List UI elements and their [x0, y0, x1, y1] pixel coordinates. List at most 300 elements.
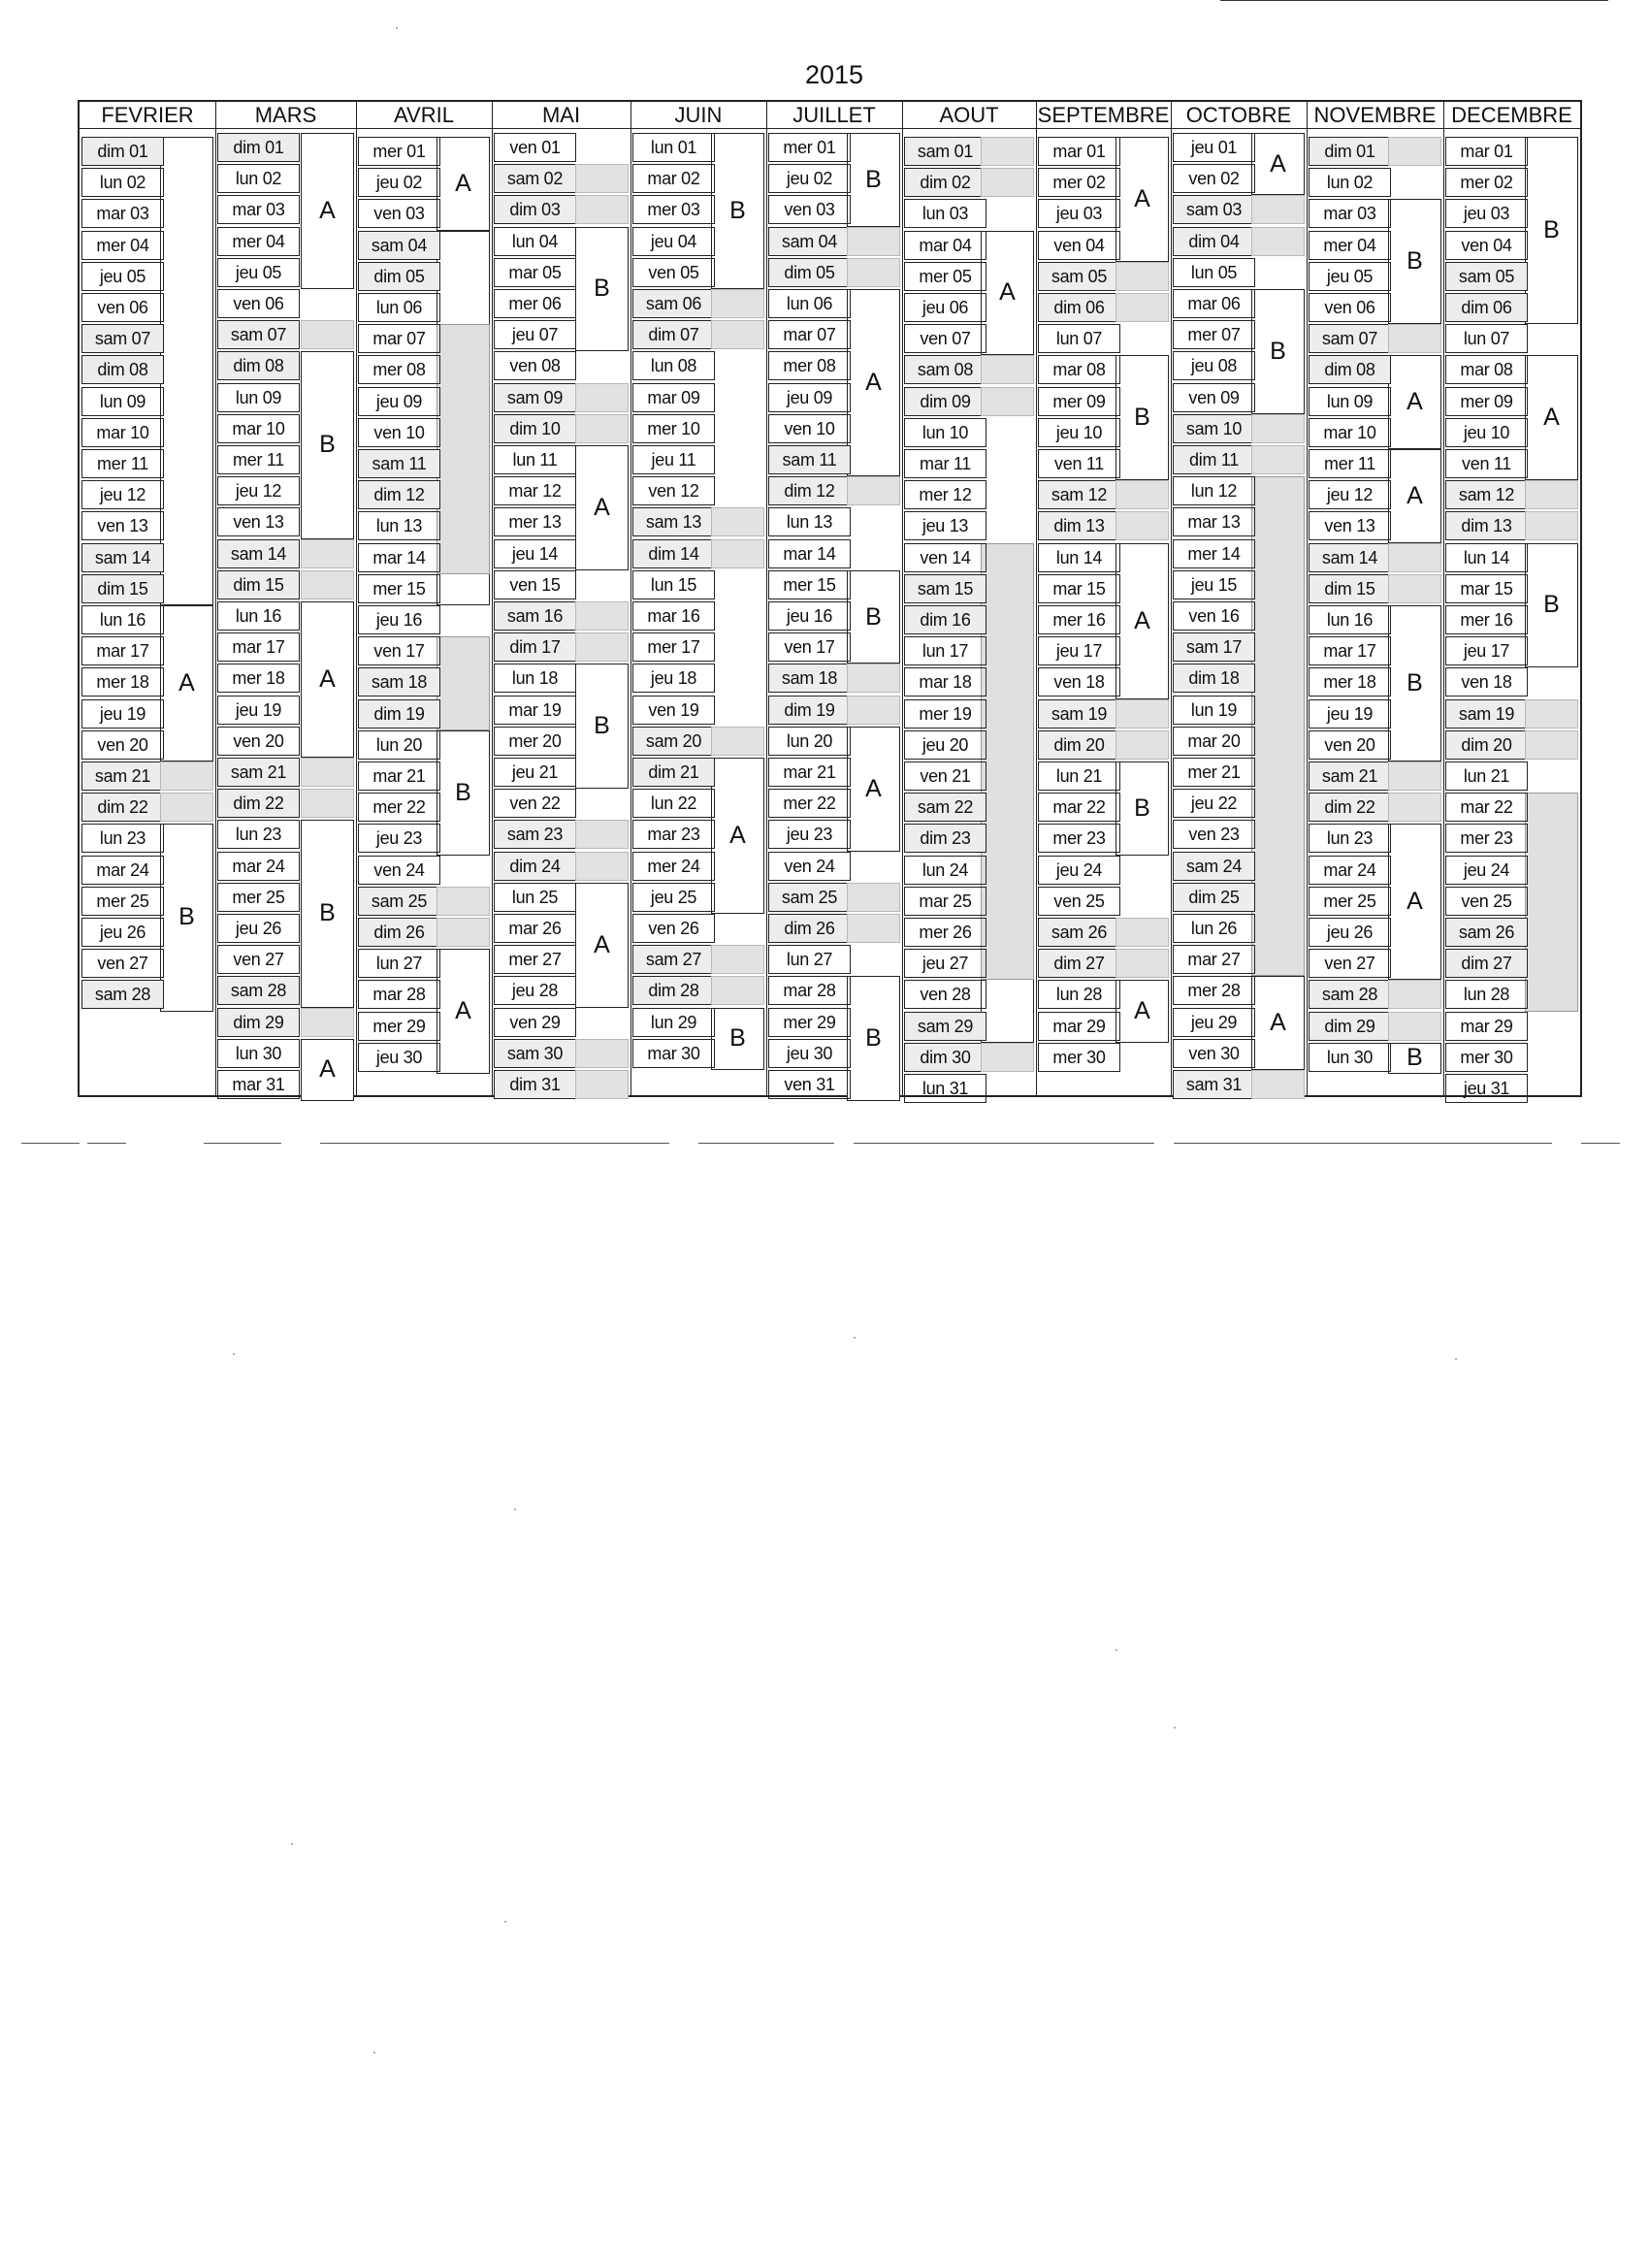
holiday-zone-span: B — [575, 664, 629, 789]
day-cell: lun 06 — [358, 293, 440, 322]
day-cell: dim 09 — [904, 387, 986, 416]
weekend-marker — [1525, 699, 1578, 729]
day-cell: jeu 05 — [81, 262, 164, 291]
day-cell: ven 20 — [217, 727, 300, 756]
day-cell: sam 17 — [1173, 632, 1255, 662]
holiday-zone-span: B — [1388, 605, 1441, 761]
weekend-marker — [847, 696, 900, 725]
weekend-marker — [1525, 480, 1578, 509]
month-header: JUILLET — [766, 102, 902, 129]
day-cell: mar 22 — [1445, 793, 1528, 822]
day-cell: mer 01 — [358, 137, 440, 166]
day-cell: dim 24 — [494, 852, 576, 881]
school-holiday-calendar — [78, 100, 1582, 1097]
day-cell: mer 27 — [494, 945, 576, 974]
day-cell: sam 14 — [81, 543, 164, 572]
scan-speck — [1116, 1649, 1117, 1651]
day-cell: jeu 02 — [768, 164, 851, 193]
weekend-marker — [160, 793, 213, 822]
scan-dash — [854, 1143, 941, 1144]
day-cell: dim 02 — [904, 168, 986, 197]
day-cell: mer 19 — [904, 699, 986, 729]
holiday-zone-span: B — [847, 570, 900, 664]
weekend-marker — [1251, 414, 1305, 443]
day-cell: mar 03 — [217, 195, 300, 224]
scan-speck — [396, 27, 398, 29]
day-cell: mar 15 — [1445, 574, 1528, 603]
weekend-marker — [1116, 949, 1169, 978]
day-cell: ven 09 — [1173, 383, 1255, 412]
holiday-zone-span: B — [1388, 199, 1441, 324]
day-cell: mar 29 — [1445, 1012, 1528, 1041]
holiday-zone-span: A — [1116, 137, 1169, 262]
day-cell: lun 05 — [1173, 258, 1255, 287]
day-cell: dim 08 — [1309, 355, 1391, 384]
month-column — [902, 102, 1037, 1098]
day-cell: ven 31 — [768, 1070, 851, 1099]
day-cell: mer 11 — [217, 445, 300, 474]
day-cell: mer 20 — [494, 727, 576, 756]
day-cell: dim 12 — [358, 480, 440, 509]
day-cell: ven 29 — [494, 1008, 576, 1037]
month-header: AVRIL — [356, 102, 492, 129]
day-cell: mar 12 — [494, 476, 576, 505]
day-cell: lun 25 — [494, 883, 576, 912]
day-cell: ven 19 — [632, 696, 715, 725]
day-cell: ven 28 — [904, 980, 986, 1009]
day-cell: jeu 15 — [1173, 570, 1255, 599]
holiday-zone-span: B — [847, 133, 900, 227]
day-cell: mar 20 — [1173, 727, 1255, 756]
day-cell: sam 01 — [904, 137, 986, 166]
scan-dash — [698, 1143, 834, 1144]
day-cell: sam 12 — [1445, 480, 1528, 509]
day-cell: sam 31 — [1173, 1070, 1255, 1099]
day-cell: jeu 24 — [1038, 856, 1120, 885]
day-cell: sam 27 — [632, 945, 715, 974]
day-cell: sam 10 — [1173, 414, 1255, 443]
day-cell: lun 02 — [1309, 168, 1391, 197]
day-cell: mar 05 — [494, 258, 576, 287]
month-column — [1307, 102, 1444, 1095]
day-cell: dim 08 — [81, 355, 164, 384]
day-cell: dim 20 — [1445, 730, 1528, 760]
weekend-marker — [301, 1008, 354, 1037]
day-cell: dim 10 — [494, 414, 576, 443]
day-cell: mar 26 — [494, 914, 576, 943]
day-cell: mar 07 — [358, 324, 440, 353]
day-cell: mar 18 — [904, 667, 986, 697]
day-cell: mer 15 — [768, 570, 851, 599]
day-cell: jeu 09 — [358, 387, 440, 416]
day-cell: jeu 13 — [904, 511, 986, 540]
day-cell: sam 22 — [904, 793, 986, 822]
day-cell: lun 27 — [768, 945, 851, 974]
day-cell: sam 04 — [358, 231, 440, 260]
day-cell: sam 24 — [1173, 852, 1255, 881]
day-cell: ven 16 — [1173, 601, 1255, 631]
weekend-marker — [847, 664, 900, 693]
day-cell: sam 06 — [632, 289, 715, 318]
scan-dash — [931, 1143, 1048, 1144]
holiday-zone-span: B — [301, 820, 354, 1007]
day-cell: jeu 10 — [1445, 418, 1528, 447]
day-cell: dim 22 — [217, 789, 300, 818]
day-cell: jeu 22 — [1173, 789, 1255, 818]
day-cell: sam 30 — [494, 1039, 576, 1068]
day-cell: ven 05 — [632, 258, 715, 287]
weekend-marker — [301, 320, 354, 349]
holiday-zone-span: A — [575, 445, 629, 570]
day-cell: ven 13 — [81, 511, 164, 540]
day-cell: ven 18 — [1038, 667, 1120, 697]
day-cell: dim 30 — [904, 1043, 986, 1072]
day-cell: jeu 14 — [494, 539, 576, 568]
day-cell: jeu 26 — [217, 914, 300, 943]
holiday-zone-span: A — [1116, 543, 1169, 699]
day-cell: mer 18 — [217, 664, 300, 693]
month-column — [630, 102, 767, 1095]
day-cell: dim 25 — [1173, 883, 1255, 912]
day-cell: mar 31 — [217, 1070, 300, 1099]
day-cell: lun 29 — [632, 1008, 715, 1037]
day-cell: jeu 18 — [632, 664, 715, 693]
day-cell: ven 04 — [1038, 231, 1120, 260]
day-cell: mar 03 — [81, 199, 164, 228]
day-cell: jeu 06 — [904, 293, 986, 322]
holiday-zone-span: A — [575, 883, 629, 1008]
holiday-zone-span: A — [301, 133, 354, 289]
day-cell: sam 26 — [1038, 918, 1120, 947]
day-cell: ven 06 — [1309, 293, 1391, 322]
holiday-zone-span: A — [847, 727, 900, 852]
holiday-zone-span: B — [711, 133, 764, 289]
holiday-zone-span: A — [436, 949, 490, 1074]
holiday-zone-span: B — [711, 1008, 764, 1070]
day-cell: ven 18 — [1445, 667, 1528, 697]
day-cell: dim 07 — [632, 320, 715, 349]
day-cell: jeu 17 — [1038, 636, 1120, 665]
day-cell: dim 06 — [1445, 293, 1528, 322]
holiday-zone-span: A — [1388, 355, 1441, 449]
day-cell: ven 13 — [1309, 511, 1391, 540]
day-cell: mer 25 — [1309, 887, 1391, 916]
day-cell: mer 12 — [904, 480, 986, 509]
day-cell: mar 17 — [1309, 636, 1391, 665]
day-cell: mer 29 — [768, 1008, 851, 1037]
day-cell: jeu 24 — [1445, 856, 1528, 885]
day-cell: sam 07 — [217, 320, 300, 349]
weekend-marker — [711, 976, 764, 1005]
holiday-zone-span: B — [1116, 355, 1169, 480]
weekend-marker — [575, 1039, 629, 1068]
day-cell: mar 23 — [632, 820, 715, 849]
day-cell: lun 16 — [217, 601, 300, 631]
day-cell: mer 18 — [81, 667, 164, 697]
scan-speck — [291, 1843, 293, 1845]
day-cell: jeu 27 — [904, 949, 986, 978]
day-cell: mer 29 — [358, 1012, 440, 1041]
day-cell: mar 08 — [1038, 355, 1120, 384]
day-cell: sam 05 — [1038, 262, 1120, 291]
day-cell: lun 21 — [1038, 761, 1120, 791]
scan-dash — [1174, 1143, 1552, 1144]
weekend-marker — [575, 1070, 629, 1099]
day-cell: ven 21 — [904, 761, 986, 791]
day-cell: lun 19 — [1173, 696, 1255, 725]
holiday-zone-span: B — [1251, 289, 1305, 414]
day-cell: jeu 23 — [768, 820, 851, 849]
day-cell: dim 18 — [1173, 664, 1255, 693]
day-cell: mer 23 — [1038, 824, 1120, 853]
holiday-zone-span: A — [981, 231, 1034, 356]
weekend-marker — [301, 789, 354, 818]
day-cell: sam 08 — [904, 355, 986, 384]
weekend-marker — [1388, 137, 1441, 166]
day-cell: mar 24 — [217, 852, 300, 881]
day-cell: jeu 29 — [1173, 1008, 1255, 1037]
day-cell: dim 01 — [1309, 137, 1391, 166]
month-column — [1171, 102, 1308, 1095]
holiday-zone-span: B — [1525, 543, 1578, 668]
day-cell: mer 04 — [217, 227, 300, 256]
day-cell: lun 02 — [81, 168, 164, 197]
day-cell: dim 15 — [81, 574, 164, 603]
day-cell: mer 16 — [1445, 605, 1528, 634]
day-cell: mar 16 — [632, 601, 715, 631]
month-header: NOVEMBRE — [1307, 102, 1443, 129]
day-cell: mer 04 — [1309, 231, 1391, 260]
weekend-marker — [981, 137, 1034, 166]
day-cell: jeu 23 — [358, 824, 440, 853]
day-cell: mer 13 — [494, 507, 576, 536]
day-cell: lun 07 — [1445, 324, 1528, 353]
day-cell: dim 28 — [632, 976, 715, 1005]
weekend-marker — [1116, 293, 1169, 322]
weekend-marker — [575, 195, 629, 224]
weekend-marker — [1251, 1070, 1305, 1099]
day-cell: mar 29 — [1038, 1012, 1120, 1041]
month-column — [215, 102, 357, 1095]
weekend-marker — [1388, 543, 1441, 572]
day-cell: mer 02 — [1445, 168, 1528, 197]
day-cell: jeu 05 — [217, 258, 300, 287]
day-cell: sam 14 — [217, 539, 300, 568]
day-cell: sam 11 — [768, 445, 851, 474]
holiday-zone-span: A — [1388, 449, 1441, 543]
day-cell: mar 10 — [1309, 418, 1391, 447]
weekend-marker — [575, 383, 629, 412]
day-cell: sam 21 — [81, 761, 164, 791]
day-cell: jeu 12 — [217, 476, 300, 505]
scan-dash — [1043, 1143, 1154, 1144]
day-cell: mer 08 — [768, 351, 851, 380]
weekend-marker — [981, 355, 1034, 384]
day-cell: ven 24 — [358, 856, 440, 885]
day-cell: mer 11 — [81, 449, 164, 478]
day-cell: lun 01 — [632, 133, 715, 162]
weekend-marker — [711, 727, 764, 756]
day-cell: ven 20 — [1309, 730, 1391, 760]
day-cell: ven 06 — [217, 289, 300, 318]
day-cell: ven 10 — [768, 414, 851, 443]
day-cell: dim 13 — [1445, 511, 1528, 540]
shaded-block — [981, 543, 1034, 981]
day-cell: lun 15 — [632, 570, 715, 599]
day-cell: jeu 04 — [632, 227, 715, 256]
scan-dash — [320, 1143, 364, 1144]
day-cell: jeu 21 — [494, 758, 576, 787]
day-cell: mer 06 — [494, 289, 576, 318]
month-column — [1443, 102, 1580, 1098]
day-cell: sam 11 — [358, 449, 440, 478]
day-cell: mar 17 — [217, 632, 300, 662]
day-cell: ven 11 — [1445, 449, 1528, 478]
day-cell: jeu 02 — [358, 168, 440, 197]
day-cell: lun 09 — [217, 383, 300, 412]
day-cell: sam 07 — [81, 324, 164, 353]
day-cell: sam 18 — [768, 664, 851, 693]
weekend-marker — [1116, 699, 1169, 729]
month-header: AOUT — [902, 102, 1036, 129]
day-cell: mar 06 — [1173, 289, 1255, 318]
month-column — [1036, 102, 1172, 1095]
day-cell: mar 07 — [768, 320, 851, 349]
weekend-marker — [1251, 195, 1305, 224]
holiday-zone-span: A — [711, 758, 764, 914]
day-cell: lun 24 — [904, 856, 986, 885]
day-cell: dim 26 — [358, 918, 440, 947]
day-cell: dim 13 — [1038, 511, 1120, 540]
day-cell: dim 17 — [494, 632, 576, 662]
scan-dash — [359, 1143, 669, 1144]
day-cell: mer 22 — [768, 789, 851, 818]
day-cell: lun 30 — [217, 1039, 300, 1068]
day-cell: ven 04 — [1445, 231, 1528, 260]
holiday-zone-span: A — [1251, 976, 1305, 1070]
day-cell: lun 06 — [768, 289, 851, 318]
day-cell: ven 10 — [358, 418, 440, 447]
day-cell: dim 04 — [1173, 227, 1255, 256]
weekend-marker — [981, 387, 1034, 416]
day-cell: mer 07 — [1173, 320, 1255, 349]
day-cell: mar 22 — [1038, 793, 1120, 822]
holiday-zone-span: A — [1388, 824, 1441, 980]
day-cell: mer 09 — [1038, 387, 1120, 416]
day-cell: lun 04 — [494, 227, 576, 256]
day-cell: lun 12 — [1173, 476, 1255, 505]
day-cell: jeu 09 — [768, 383, 851, 412]
month-column — [356, 102, 493, 1095]
scan-edge-line — [1220, 0, 1608, 1]
day-cell: mar 30 — [632, 1039, 715, 1068]
weekend-marker — [1388, 1012, 1441, 1041]
day-cell: jeu 08 — [1173, 351, 1255, 380]
day-cell: ven 22 — [494, 789, 576, 818]
day-cell: sam 12 — [1038, 480, 1120, 509]
weekend-marker — [847, 258, 900, 287]
day-cell: mer 10 — [632, 414, 715, 443]
day-cell: mar 08 — [1445, 355, 1528, 384]
weekend-marker — [711, 289, 764, 318]
day-cell: mar 17 — [81, 636, 164, 665]
day-cell: lun 09 — [1309, 387, 1391, 416]
day-cell: dim 29 — [217, 1008, 300, 1037]
day-cell: dim 20 — [1038, 730, 1120, 760]
day-cell: lun 31 — [904, 1074, 986, 1103]
day-cell: ven 17 — [358, 636, 440, 665]
day-cell: mer 21 — [1173, 758, 1255, 787]
day-cell: sam 23 — [494, 820, 576, 849]
day-cell: lun 11 — [494, 445, 576, 474]
holiday-zone-span: B — [301, 351, 354, 538]
day-cell: lun 14 — [1038, 543, 1120, 572]
day-cell: jeu 19 — [81, 699, 164, 729]
day-cell: lun 09 — [81, 387, 164, 416]
month-header: MAI — [492, 102, 630, 129]
day-cell: mar 15 — [1038, 574, 1120, 603]
day-cell: dim 12 — [768, 476, 851, 505]
scan-speck — [854, 1337, 856, 1339]
day-cell: ven 02 — [1173, 164, 1255, 193]
month-header: MARS — [215, 102, 356, 129]
day-cell: sam 16 — [494, 601, 576, 631]
day-cell: mar 28 — [358, 980, 440, 1009]
month-header: FEVRIER — [80, 102, 215, 129]
day-cell: ven 15 — [494, 570, 576, 599]
weekend-marker — [160, 761, 213, 791]
day-cell: mar 02 — [632, 164, 715, 193]
day-cell: dim 19 — [358, 699, 440, 729]
scan-speck — [504, 1921, 506, 1923]
month-header: DECEMBRE — [1443, 102, 1580, 129]
day-cell: jeu 05 — [1309, 262, 1391, 291]
day-cell: lun 23 — [81, 824, 164, 853]
day-cell: mer 02 — [1038, 168, 1120, 197]
day-cell: mar 24 — [1309, 856, 1391, 885]
weekend-marker — [1525, 511, 1578, 540]
day-cell: dim 14 — [632, 539, 715, 568]
holiday-zone-span: B — [847, 976, 900, 1101]
weekend-marker — [711, 945, 764, 974]
month-header: JUIN — [630, 102, 766, 129]
day-cell: mar 04 — [904, 231, 986, 260]
day-cell: ven 24 — [768, 852, 851, 881]
month-column — [80, 102, 216, 1095]
day-cell: sam 19 — [1038, 699, 1120, 729]
day-cell: sam 25 — [768, 883, 851, 912]
weekend-marker — [1116, 262, 1169, 291]
day-cell: ven 14 — [904, 543, 986, 572]
day-cell: mer 28 — [1173, 976, 1255, 1005]
day-cell: mer 25 — [217, 883, 300, 912]
scan-speck — [373, 2052, 375, 2054]
day-cell: dim 06 — [1038, 293, 1120, 322]
day-cell: mer 11 — [1309, 449, 1391, 478]
weekend-marker — [575, 164, 629, 193]
day-cell: jeu 12 — [81, 480, 164, 509]
day-cell: jeu 30 — [358, 1043, 440, 1072]
day-cell: mar 10 — [81, 418, 164, 447]
day-cell: lun 18 — [494, 664, 576, 693]
day-cell: ven 27 — [217, 945, 300, 974]
scan-dash — [87, 1143, 126, 1144]
day-cell: mer 04 — [81, 231, 164, 260]
day-cell: ven 08 — [494, 351, 576, 380]
month-column — [492, 102, 631, 1095]
day-cell: ven 03 — [358, 199, 440, 228]
day-cell: jeu 28 — [494, 976, 576, 1005]
